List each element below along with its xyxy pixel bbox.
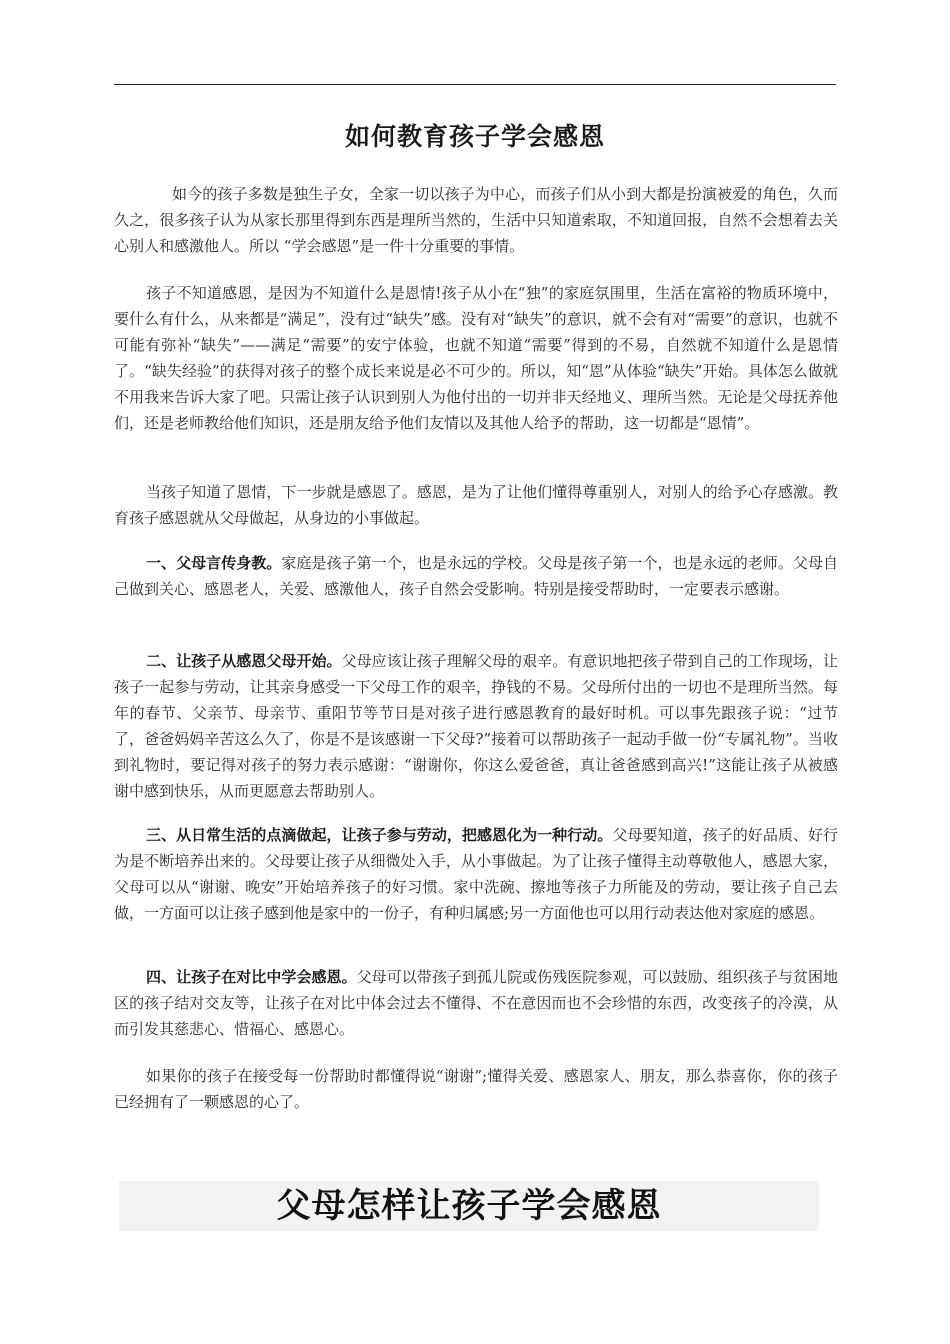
paragraph-intro: 如今的孩子多数是独生子女，全家一切以孩子为中心，而孩子们从小到大都是扮演被爱的角色，久而久之，很多孩子认为从家长那里得到东西是理所当然的，生活中只知道索取，不知道回报，自然不会想着去关心别人和感激他人。所以 “学会感恩”是一件十分重要的事情。 (114, 185, 838, 255)
top-horizontal-rule (114, 84, 836, 85)
paragraph-point-three (114, 822, 838, 926)
paragraph-next-step: 当孩子知道了恩情，下一步就是感恩了。感恩，是为了让他们懂得尊重别人，对别人的给予心存感激。教育孩子感恩就从父母做起，从身边的小事做起。 (114, 483, 838, 527)
section-two-title: 父母怎样让孩子学会感恩 (276, 1186, 662, 1226)
point-three-heading: 三、从日常生活的点滴做起，让孩子参与劳动，把感恩化为一种行动。 (146, 826, 613, 844)
point-four-heading: 四、让孩子在对比中学会感恩。 (146, 968, 357, 986)
point-two-heading: 二、让孩子从感恩父母开始。 (146, 652, 342, 670)
paragraph-point-one (114, 550, 838, 602)
point-one-heading: 一、父母言传身教。 (146, 554, 282, 572)
paragraph-gratitude-origin: 孩子不知道感恩，是因为不知道什么是恩情!孩子从小在“独”的家庭氛围里，生活在富裕的物质环境中，要什么有什么，从来都是“满足”，没有过“缺失”感。没有对“缺失”的意识，就不会有对“需要”的意识，也就不可能有弥补“缺失”——满足“需要”的安宁体验，也就不知道“需要”得到的不易，自然就不知道什么是恩情了。“缺失经验”的获得对孩子的整个成长来说是必不可少的。所以，知“恩”从体验“缺失”开始。具体怎么做就不用我来告诉大家了吧。只需让孩子认识到别人为他付出的一切并非天经地义、理所当然。无论是父母抚养他们，还是老师教给他们知识，还是朋友给予他们友情以及其他人给予的帮助，这一切都是“恩情”。 (114, 284, 838, 432)
document-title: 如何教育孩子学会感恩 (344, 122, 605, 151)
point-three-body: 父母要知道，孩子的好品质、好行为是不断培养出来的。父母要让孩子从细微处入手，从小事做起。为了让孩子懂得主动尊敬他人，感恩大家，父母可以从“谢谢、晚安”开始培养孩子的好习惯。家中洗碗、擦地等孩子力所能及的劳动，要让孩子自己去做，一方面可以让孩子感到他是家中的一份子，有种归属感;另一方面他也可以用行动表达他对家庭的感恩。 (114, 826, 838, 922)
point-one-body: 家庭是孩子第一个，也是永远的学校。父母是孩子第一个，也是永远的老师。父母自己做到关心、感恩老人，关爱、感激他人，孩子自然会受影响。特别是接受帮助时，一定要表示感谢。 (114, 554, 838, 598)
point-two-body: 父母应该让孩子理解父母的艰辛。有意识地把孩子带到自己的工作现场，让孩子一起参与劳动，让其亲身感受一下父母工作的艰辛，挣钱的不易。父母所付出的一切也不是理所当然。每年的春节、父亲节、母亲节、重阳节等节日是对孩子进行感恩教育的最好时机。可以事先跟孩子说：“过节了，爸爸妈妈辛苦这么久了，你是不是该感谢一下父母?”接着可以帮助孩子一起动手做一份“专属礼物”。当收到礼物时，要记得对孩子的努力表示感谢：“谢谢你，你这么爱爸爸，真让爸爸感到高兴!”这能让孩子从被感谢中感到快乐，从而更愿意去帮助别人。 (114, 652, 838, 800)
paragraph-point-four (114, 964, 838, 1042)
point-four-body: 父母可以带孩子到孤儿院或伤残医院参观，可以鼓励、组织孩子与贫困地区的孩子结对交友等，让孩子在对比中体会过去不懂得、不在意因而也不会珍惜的东西，改变孩子的冷漠，从而引发其慈悲心、惜福心、感恩心。 (114, 968, 838, 1038)
paragraph-point-two (114, 648, 838, 804)
paragraph-conclusion: 如果你的孩子在接受每一份帮助时都懂得说“谢谢”;懂得关爱、感恩家人、朋友，那么恭喜你，你的孩子已经拥有了一颗感恩的心了。 (114, 1067, 838, 1111)
